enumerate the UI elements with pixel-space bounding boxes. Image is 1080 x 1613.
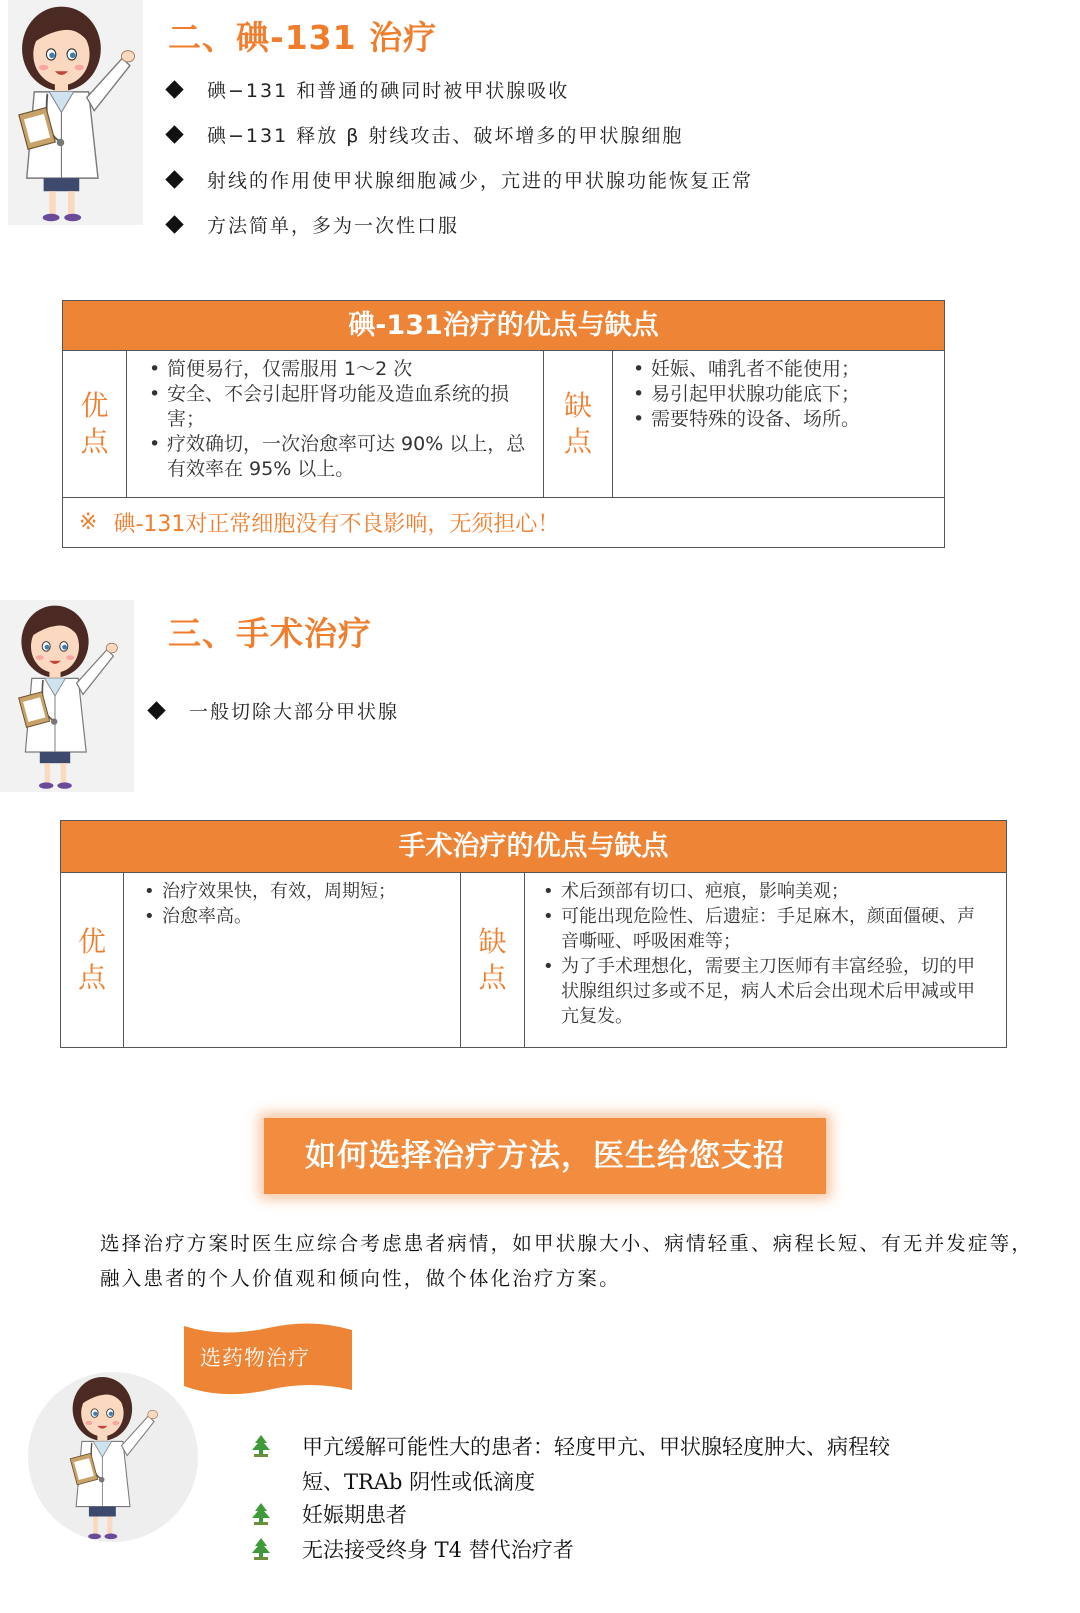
label-char: 优 [80,389,109,422]
label-char: 点 [478,961,507,994]
diamond-bullet-icon [165,215,183,233]
cons-label [460,873,524,1047]
list-item [250,1533,890,1568]
bullet-text: 碘−131 和普通的碘同时被甲状腺吸收 [207,80,570,102]
list-item: • 疗效确切，一次治愈率可达 90% 以上，总有效率在 95% 以上。 [167,432,529,482]
tree-bullet-icon [250,1537,272,1561]
cons-label [543,351,612,497]
label-char: 缺 [478,925,507,958]
iodine-bullet-list [168,70,1068,250]
list-item [168,166,753,193]
diamond-bullet-icon [147,701,165,719]
bullet-text: 方法简单，多为一次性口服 [207,215,460,237]
list-item [168,211,459,238]
iodine-pros-cons-table [62,300,945,548]
list-item: • 易引起甲状腺功能底下； [651,382,930,407]
tree-bullet-icon [250,1434,272,1458]
cons-list [524,873,1006,1047]
label-char: 点 [80,425,109,458]
drug-item-text: 无法接受终身 T4 替代治疗者 [302,1538,574,1562]
table-title: 手术治疗的优点与缺点 [61,821,1006,873]
list-item [150,697,399,724]
doctor-illustration [8,0,143,225]
list-item: • 安全、不会引起肝肾功能及造血系统的损害； [167,382,529,432]
doctor-illustration [28,1372,198,1542]
list-item [168,76,569,103]
doctor-illustration [0,600,134,792]
diamond-bullet-icon [165,80,183,98]
pros-list [123,873,460,1047]
list-item: • 治愈率高。 [162,904,448,929]
pros-label [63,351,126,497]
surgery-pros-cons-table [60,820,1007,1048]
intro-paragraph: 选择治疗方案时医生应综合考虑患者病情，如甲状腺大小、病情轻重、病程长短、有无并发症等，融入患者的个人价值观和倾向性，做个体化治疗方案。 [100,1232,1034,1290]
list-item [250,1430,890,1500]
bullet-text: 射线的作用使甲状腺细胞减少，亢进的甲状腺功能恢复正常 [207,170,754,192]
list-item: • 需要特殊的设备、场所。 [651,407,930,432]
bullet-text: 一般切除大部分甲状腺 [189,701,400,723]
list-item: • 妊娠、哺乳者不能使用； [651,357,930,382]
list-item: • 可能出现危险性、后遗症：手足麻木，颜面僵硬、声音嘶哑、呼吸困难等； [561,904,992,954]
label-char: 缺 [563,389,592,422]
pros-label [61,873,123,1047]
diamond-bullet-icon [165,170,183,188]
cons-list [612,351,944,497]
drug-tag-label: 选药物治疗 [200,1346,310,1370]
section-title-iodine: 二、碘-131 治疗 [168,18,438,57]
label-char: 点 [563,425,592,458]
note-text: 碘-131对正常细胞没有不良影响，无须担心！ [113,511,560,537]
list-item: • 为了手术理想化，需要主刀医师有丰富经验，切的甲状腺组织过多或不足，病人术后会出现术后甲减或甲亢复发。 [561,954,992,1029]
bullet-text: 碘−131 释放 β 射线攻击、破坏增多的甲状腺细胞 [207,125,684,147]
table-note [63,497,944,546]
list-item: • 术后颈部有切口、疤痕，影响美观； [561,879,992,904]
drug-therapy-tag [182,1320,354,1396]
diamond-bullet-icon [165,125,183,143]
pros-list [126,351,543,497]
drug-item-text: 妊娠期患者 [302,1503,407,1527]
list-item [168,121,683,148]
table-title: 碘-131治疗的优点与缺点 [63,301,944,351]
list-item: • 治疗效果快，有效，周期短； [162,879,448,904]
asterisk-icon: ※ [79,509,98,535]
section-title-surgery: 三、手术治疗 [168,614,372,653]
drug-item-text: 甲亢缓解可能性大的患者：轻度甲亢、甲状腺轻度肿大、病程较短、TRAb 阴性或低滴度 [302,1435,890,1494]
section-banner: 如何选择治疗方法，医生给您支招 [264,1118,826,1194]
list-item: • 简便易行，仅需服用 1～2 次 [167,357,529,382]
label-char: 点 [77,961,106,994]
tree-bullet-icon [250,1502,272,1526]
surgery-bullet-list [150,695,750,725]
label-char: 优 [77,925,106,958]
list-item [250,1498,890,1533]
